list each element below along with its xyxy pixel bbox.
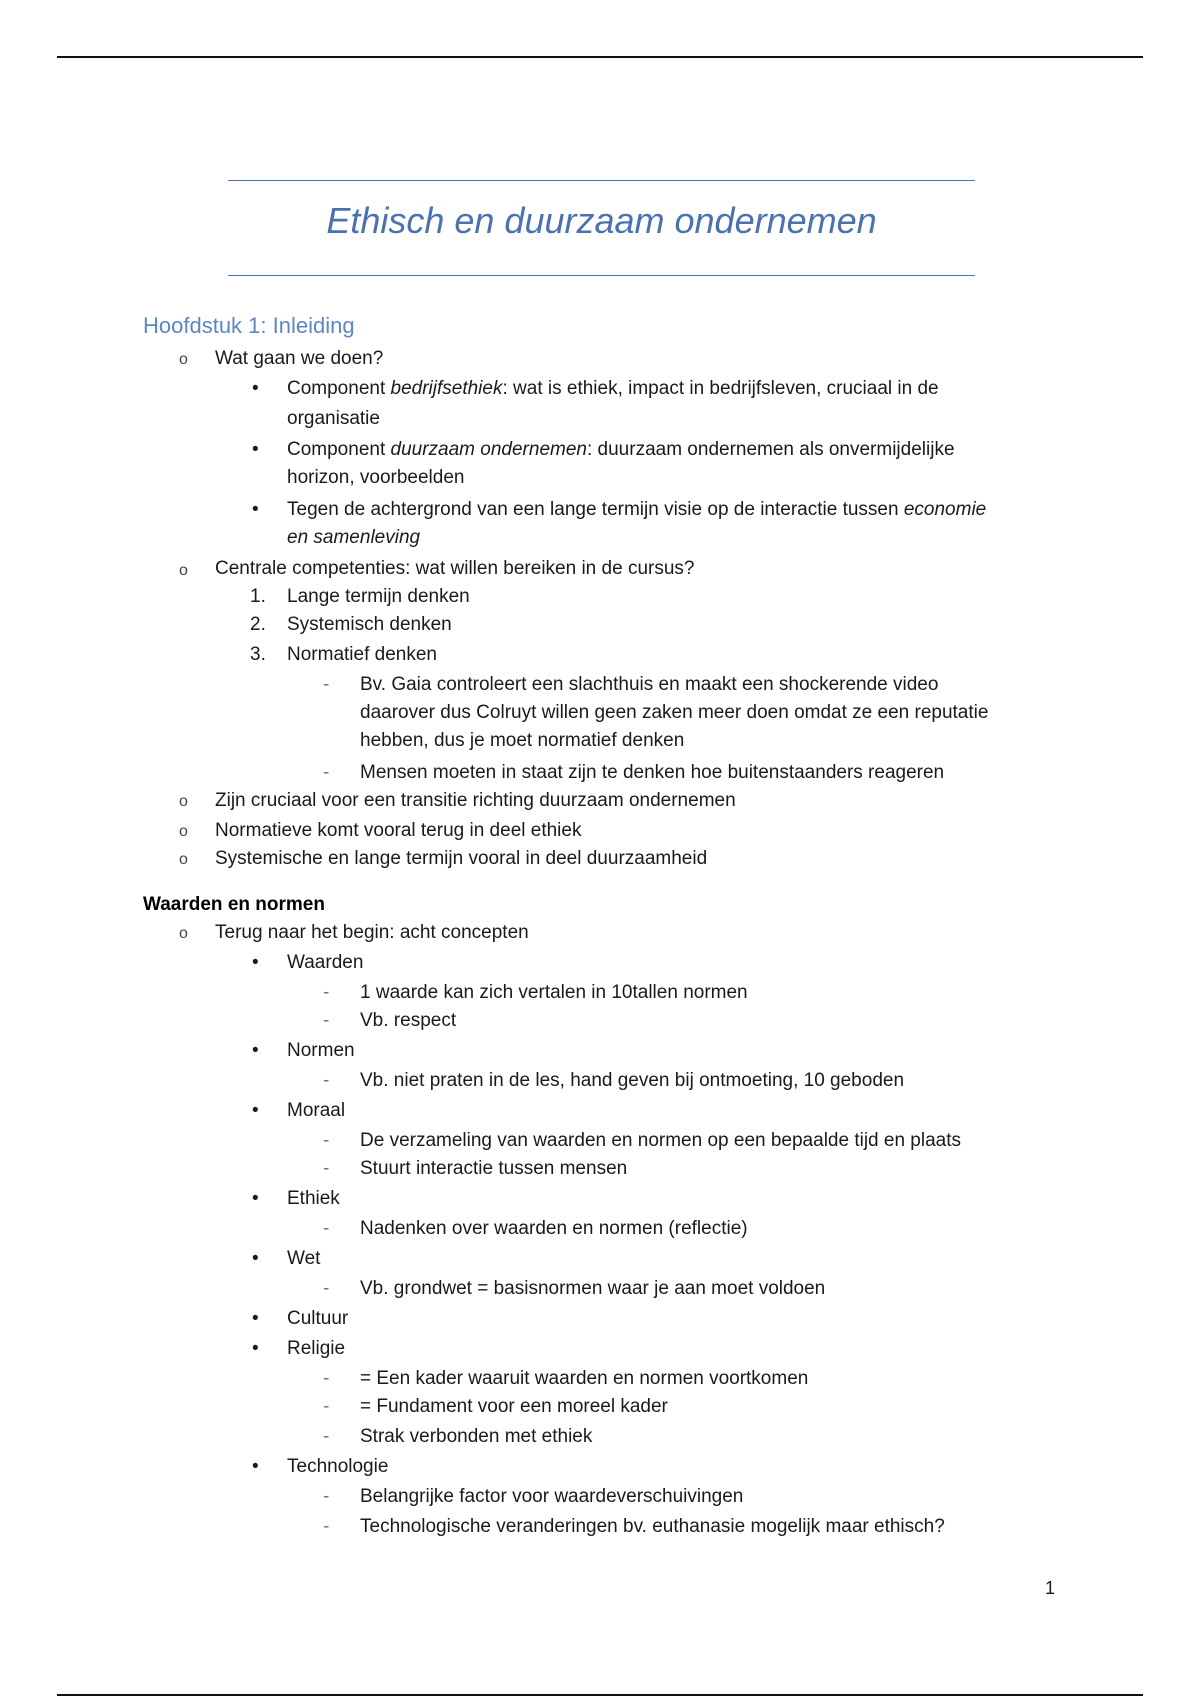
- list-item: Zijn cruciaal voor een transitie richting duurzaam ondernemen: [215, 790, 736, 811]
- bullet-icon: •: [252, 1100, 259, 1121]
- list-item: [287, 498, 986, 522]
- number-marker: 1.: [250, 586, 266, 607]
- list-item: Wet: [287, 1248, 321, 1269]
- top-page-rule: [57, 56, 1143, 58]
- dash-marker: -: [323, 762, 330, 783]
- list-item: Wat gaan we doen?: [215, 348, 384, 369]
- list-item: Centrale competenties: wat willen bereiken in de cursus?: [215, 558, 695, 579]
- bullet-icon: •: [252, 1308, 259, 1329]
- list-item: = Fundament voor een moreel kader: [360, 1396, 668, 1417]
- text-run: Component: [287, 378, 391, 399]
- list-item-continuation: hebben, dus je moet normatief denken: [360, 730, 685, 751]
- circle-bullet-icon: o: [179, 851, 188, 868]
- circle-bullet-icon: o: [179, 351, 188, 368]
- bullet-icon: •: [252, 1338, 259, 1359]
- circle-bullet-icon: o: [179, 925, 188, 942]
- list-item: 1 waarde kan zich vertalen in 10tallen normen: [360, 982, 748, 1003]
- bullet-icon: •: [252, 1188, 259, 1209]
- circle-bullet-icon: o: [179, 823, 188, 840]
- list-item: Normatieve komt vooral terug in deel ethiek: [215, 820, 582, 841]
- document-title: Ethisch en duurzaam ondernemen: [326, 200, 877, 241]
- list-item-continuation: organisatie: [287, 408, 380, 429]
- list-item: Normen: [287, 1040, 355, 1061]
- list-item: Religie: [287, 1338, 346, 1359]
- dash-marker: -: [323, 1396, 330, 1417]
- bullet-icon: •: [252, 1040, 259, 1061]
- list-item: Belangrijke factor voor waardeverschuivingen: [360, 1486, 744, 1507]
- list-item: Bv. Gaia controleert een slachthuis en maakt een shockerende video: [360, 674, 939, 695]
- list-item: Systemisch denken: [287, 614, 452, 635]
- circle-bullet-icon: o: [179, 793, 188, 810]
- list-item: De verzameling van waarden en normen op een bepaalde tijd en plaats: [360, 1130, 962, 1151]
- list-item: Vb. respect: [360, 1010, 457, 1031]
- emphasis: duurzaam ondernemen: [390, 439, 587, 460]
- dash-marker: -: [323, 1130, 330, 1151]
- list-item-continuation: [287, 526, 420, 550]
- list-item: Nadenken over waarden en normen (reflectie): [360, 1218, 748, 1239]
- section-heading: Waarden en normen: [143, 894, 325, 915]
- dash-marker: -: [323, 1368, 330, 1389]
- bullet-icon: •: [252, 952, 259, 973]
- dash-marker: -: [323, 1426, 330, 1447]
- bottom-page-rule: [57, 1694, 1143, 1696]
- dash-marker: -: [323, 1070, 330, 1091]
- emphasis: en samenleving: [287, 527, 421, 548]
- list-item: Waarden: [287, 952, 364, 973]
- list-item-continuation: horizon, voorbeelden: [287, 467, 465, 488]
- list-item: Technologie: [287, 1456, 389, 1477]
- list-item: Stuurt interactie tussen mensen: [360, 1158, 628, 1179]
- list-item: Normatief denken: [287, 644, 437, 665]
- list-item: Cultuur: [287, 1308, 349, 1329]
- dash-marker: -: [323, 1158, 330, 1179]
- dash-marker: -: [323, 982, 330, 1003]
- dash-marker: -: [323, 1486, 330, 1507]
- list-item: Vb. grondwet = basisnormen waar je aan moet voldoen: [360, 1278, 826, 1299]
- list-item: Systemische en lange termijn vooral in deel duurzaamheid: [215, 848, 708, 869]
- title-rule-bottom: [228, 275, 975, 276]
- title-rule-top: [228, 180, 975, 181]
- list-item: [287, 438, 955, 462]
- emphasis: economie: [903, 499, 987, 520]
- emphasis: bedrijfsethiek: [390, 378, 503, 399]
- list-item: Terug naar het begin: acht concepten: [215, 922, 529, 943]
- text-run: Component: [287, 439, 391, 460]
- bullet-icon: •: [252, 439, 259, 460]
- bullet-icon: •: [252, 499, 259, 520]
- text-run: : wat is ethiek, impact in bedrijfsleven, cruciaal in de: [502, 378, 939, 399]
- number-marker: 3.: [250, 644, 266, 665]
- list-item: = Een kader waaruit waarden en normen voortkomen: [360, 1368, 809, 1389]
- bullet-icon: •: [252, 1456, 259, 1477]
- dash-marker: -: [323, 1278, 330, 1299]
- bullet-icon: •: [252, 1248, 259, 1269]
- circle-bullet-icon: o: [179, 562, 188, 579]
- list-item: Strak verbonden met ethiek: [360, 1426, 593, 1447]
- list-item: Ethiek: [287, 1188, 340, 1209]
- list-item: [287, 377, 939, 401]
- list-item: Vb. niet praten in de les, hand geven bij ontmoeting, 10 geboden: [360, 1070, 905, 1091]
- text-run: Tegen de achtergrond van een lange termijn visie op de interactie tussen: [287, 499, 904, 520]
- list-item: Moraal: [287, 1100, 346, 1121]
- dash-marker: -: [323, 674, 330, 695]
- text-run: : duurzaam ondernemen als onvermijdelijke: [586, 439, 955, 460]
- number-marker: 2.: [250, 614, 266, 635]
- page-number: 1: [1045, 1578, 1056, 1598]
- chapter-heading: Hoofdstuk 1: Inleiding: [143, 313, 355, 338]
- dash-marker: -: [323, 1010, 330, 1031]
- list-item: Lange termijn denken: [287, 586, 470, 607]
- list-item: Technologische veranderingen bv. euthanasie mogelijk maar ethisch?: [360, 1516, 945, 1537]
- dash-marker: -: [323, 1218, 330, 1239]
- bullet-icon: •: [252, 378, 259, 399]
- list-item-continuation: daarover dus Colruyt willen geen zaken meer doen omdat ze een reputatie: [360, 702, 989, 723]
- dash-marker: -: [323, 1516, 330, 1537]
- list-item: Mensen moeten in staat zijn te denken hoe buitenstaanders reageren: [360, 762, 945, 783]
